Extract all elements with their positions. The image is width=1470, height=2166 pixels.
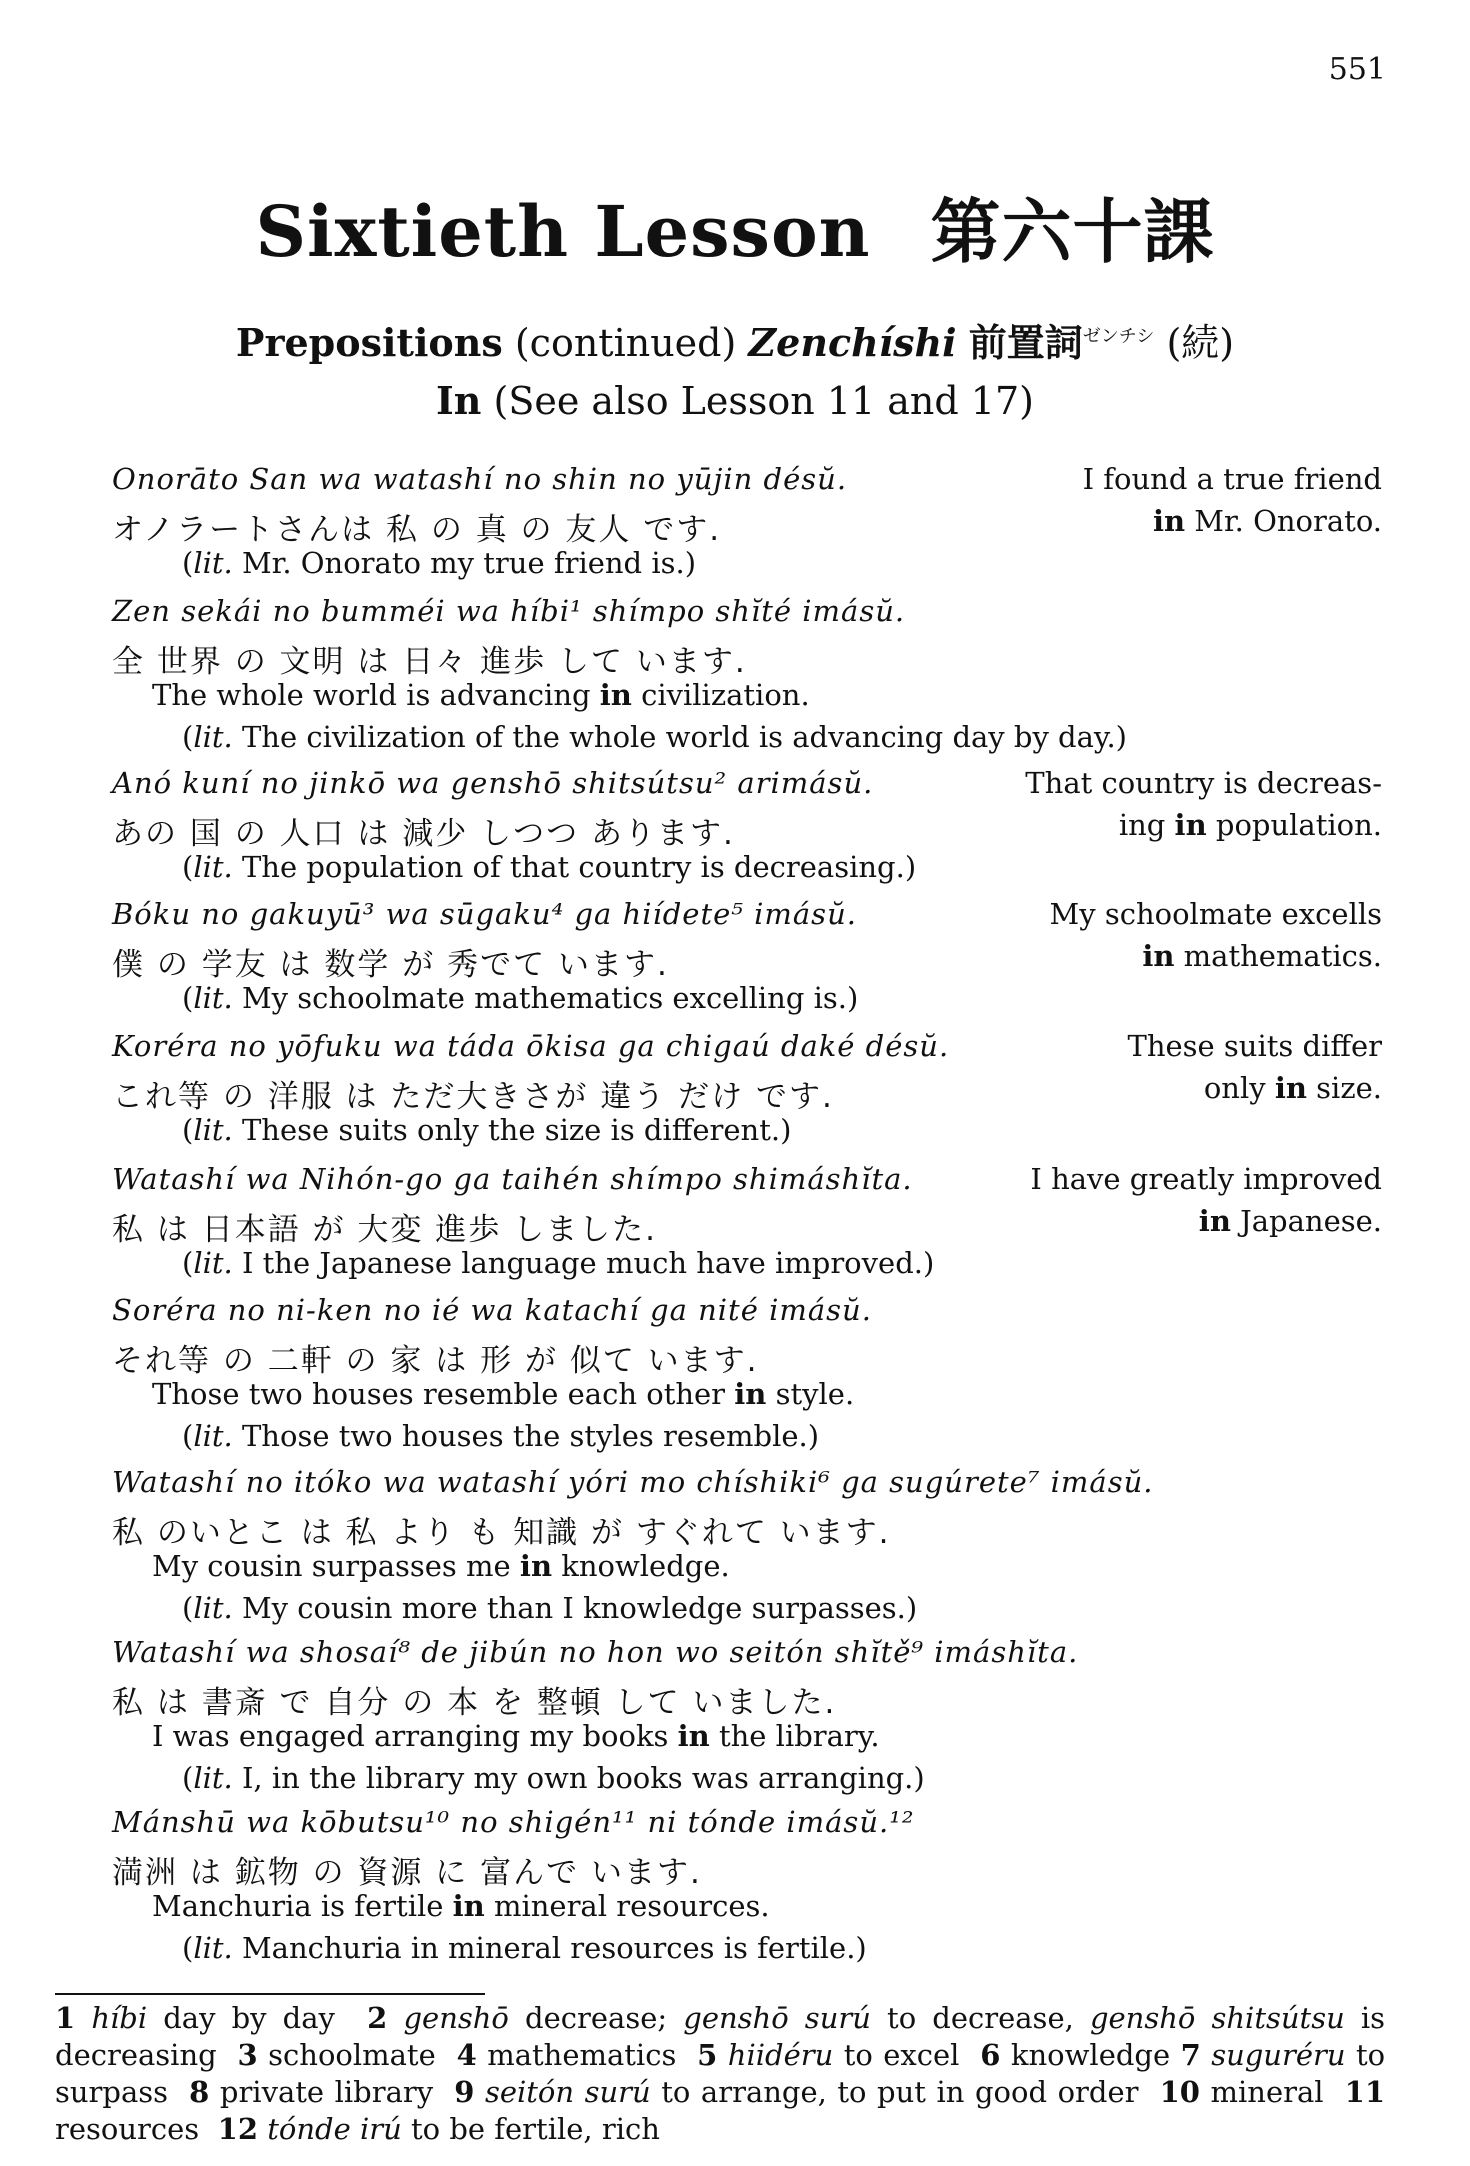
entry-translation: The whole world is advancing in civilization. (152, 678, 810, 712)
entry-japanese: 私 のいとこ は 私 より も 知識 が すぐれて います. (112, 1515, 891, 1551)
lesson-title-japanese: 第六十課 (930, 191, 1215, 273)
entry (112, 766, 1382, 892)
lesson-title-english: Sixtieth Lesson (255, 190, 871, 273)
entry-literal: (lit. The civilization of the whole world is advancing day by day.) (182, 720, 1127, 754)
entry-japanese: オノラートさんは 私 の 真 の 友人 です. (112, 512, 722, 548)
entry-japanese: 私 は 書斎 で 自分 の 本 を 整頓 して いました. (112, 1685, 837, 1721)
entry-literal: (lit. I the Japanese language much have improved.) (182, 1246, 935, 1280)
subtitle-japanese: 前置詞 (968, 321, 1083, 365)
subtitle-suffix: (続) (1166, 321, 1235, 365)
entry-literal: (lit. Manchuria in mineral resources is fertile.) (182, 1931, 867, 1965)
entry-romaji: Zen sekái no bumméi wa híbi¹ shímpo shĭté imásŭ. (112, 594, 906, 628)
entry-english-2: in mathematics. (1142, 939, 1382, 973)
subtitle-topic: Prepositions (235, 320, 503, 365)
entry-japanese: 私 は 日本語 が 大変 進歩 しました. (112, 1212, 657, 1248)
entry-literal: (lit. Mr. Onorato my true friend is.) (182, 546, 697, 580)
subline-word: In (436, 378, 482, 423)
subline-note: (See also Lesson 11 and 17) (493, 379, 1034, 423)
subtitle-continued: (continued) (514, 321, 737, 365)
entry-translation: My cousin surpasses me in knowledge. (152, 1549, 730, 1583)
entry (112, 1635, 1382, 1803)
entry (112, 1805, 1382, 1973)
lesson-title (0, 176, 1470, 277)
entry-romaji: Koréra no yōfuku wa táda ōkisa ga chigaú daké désŭ. (112, 1029, 950, 1063)
footnote-divider (55, 1993, 485, 1995)
lesson-subtitle (0, 312, 1470, 367)
entry-english-2: in Japanese. (1198, 1204, 1382, 1238)
footnotes: 1 híbi day by day 2 genshō decrease; genshō surú to decrease, genshō shitsútsu is decreasing 3 schoolmate 4 mathematics 5 hiidéru to excel 6 knowledge 7 suguréru to surpass 8 private library 9 seitón surú to arrange, to put in good order 10 mineral 11 resources 12 tónde irú to be fertile, rich (55, 2001, 1386, 2146)
entry-translation: Those two houses resemble each other in style. (152, 1377, 855, 1411)
entry-romaji: Mánshū wa kōbutsu¹⁰ no shigén¹¹ ni tónde imásŭ.¹² (112, 1805, 915, 1839)
entry-literal: (lit. Those two houses the styles resemble.) (182, 1419, 820, 1453)
entry-english-2: ing in population. (1118, 808, 1382, 842)
entry-japanese: 全 世界 の 文明 は 日々 進歩 して います. (112, 644, 747, 680)
entry (112, 1465, 1382, 1633)
subtitle-ruby: ゼンチシ (1082, 326, 1155, 347)
entry-english-1: I found a true friend (1082, 462, 1382, 496)
lesson-subline (0, 378, 1470, 423)
entry (112, 1293, 1382, 1461)
entry-japanese: それ等 の 二軒 の 家 は 形 が 似て います. (112, 1343, 759, 1379)
entry-literal: (lit. The population of that country is decreasing.) (182, 850, 917, 884)
entry-japanese: 僕 の 学友 は 数学 が 秀でて います. (112, 947, 669, 983)
entry (112, 594, 1382, 762)
entry-japanese: これ等 の 洋服 は ただ大きさが 違う だけ です. (112, 1079, 834, 1115)
entry (112, 1162, 1382, 1288)
entry-romaji: Watashí no itóko wa watashí yóri mo chíshiki⁶ ga sugúrete⁷ imásŭ. (112, 1465, 1154, 1499)
entry (112, 1029, 1382, 1155)
entry-romaji: Anó kuní no jinkō wa genshō shitsútsu² arimásŭ. (112, 766, 874, 800)
entry-literal: (lit. My cousin more than I knowledge surpasses.) (182, 1591, 918, 1625)
entry-romaji: Bóku no gakuyū³ wa sūgaku⁴ ga hiídete⁵ imásŭ. (112, 897, 857, 931)
entry-english-1: I have greatly improved (1030, 1162, 1382, 1196)
entry-romaji: Watashí wa Nihón-go ga taihén shímpo shimáshĭta. (112, 1162, 913, 1196)
entry-literal: (lit. My schoolmate mathematics excelling is.) (182, 981, 859, 1015)
entry (112, 897, 1382, 1023)
entry-literal: (lit. These suits only the size is different.) (182, 1113, 792, 1147)
entry-english-1: That country is decreas- (1025, 766, 1382, 800)
entry-japanese: あの 国 の 人口 は 減少 しつつ あります. (112, 816, 735, 852)
entry (112, 462, 1382, 588)
page-number: 551 (1328, 52, 1386, 87)
entry-translation: I was engaged arranging my books in the library. (152, 1719, 880, 1753)
entry-english-2: only in size. (1203, 1071, 1382, 1105)
entry-english-1: My schoolmate excells (1049, 897, 1382, 931)
entry-romaji: Watashí wa shosaí⁸ de jibún no hon wo seitón shĭtě⁹ imáshĭta. (112, 1635, 1079, 1669)
entry-romaji: Onorāto San wa watashí no shin no yūjin désŭ. (112, 462, 848, 496)
entry-translation: Manchuria is fertile in mineral resources. (152, 1889, 770, 1923)
subtitle-romaji: Zenchíshi (748, 320, 957, 365)
entry-japanese: 満洲 は 鉱物 の 資源 に 富んで います. (112, 1855, 702, 1891)
entry-romaji: Soréra no ni-ken no ié wa katachí ga nité imásŭ. (112, 1293, 872, 1327)
entry-english-1: These suits differ (1127, 1029, 1382, 1063)
entry-literal: (lit. I, in the library my own books was arranging.) (182, 1761, 925, 1795)
entry-english-2: in Mr. Onorato. (1152, 504, 1382, 538)
